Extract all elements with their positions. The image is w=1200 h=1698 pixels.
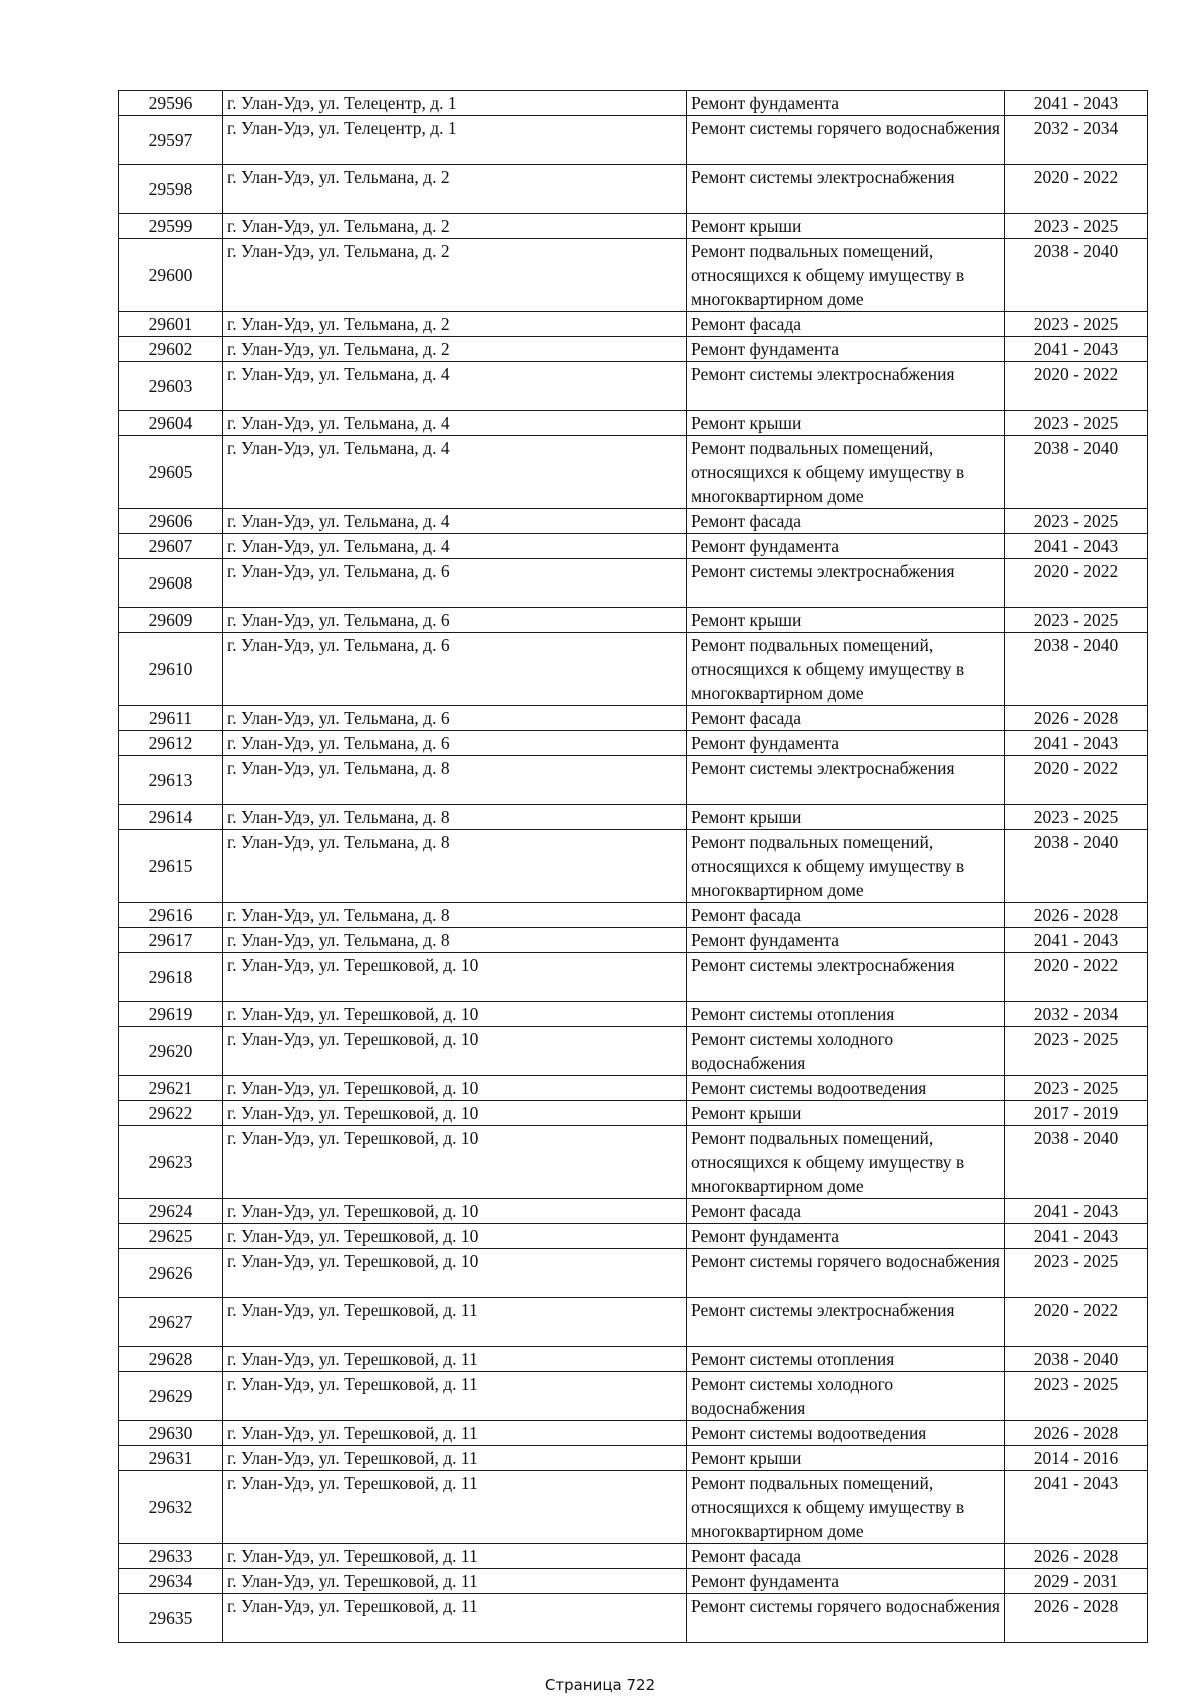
row-number-cell: 29605 [119,436,223,509]
address-cell: г. Улан-Удэ, ул. Терешковой, д. 10 [223,1126,687,1199]
work-type-cell: Ремонт фасада [687,509,1005,534]
table-row [119,608,1148,633]
address-cell: г. Улан-Удэ, ул. Тельмана, д. 6 [223,559,687,608]
table-row [119,534,1148,559]
period-cell: 2023 - 2025 [1005,411,1148,436]
table-row [119,633,1148,706]
work-type-cell: Ремонт системы водоотведения [687,1076,1005,1101]
address-cell: г. Улан-Удэ, ул. Терешковой, д. 11 [223,1569,687,1594]
period-cell: 2038 - 2040 [1005,830,1148,903]
address-cell: г. Улан-Удэ, ул. Терешковой, д. 10 [223,953,687,1002]
work-type-cell: Ремонт фасада [687,903,1005,928]
work-type-cell: Ремонт системы отопления [687,1002,1005,1027]
table-row [119,165,1148,214]
work-type-cell: Ремонт подвальных помещений, относящихся к общему имуществу в многоквартирном доме [687,1471,1005,1544]
period-cell: 2032 - 2034 [1005,116,1148,165]
period-cell: 2026 - 2028 [1005,903,1148,928]
row-number-cell: 29633 [119,1544,223,1569]
row-number-cell: 29607 [119,534,223,559]
work-type-cell: Ремонт фундамента [687,928,1005,953]
table-row [119,953,1148,1002]
table-row [119,1569,1148,1594]
work-type-cell: Ремонт системы горячего водоснабжения [687,116,1005,165]
period-cell: 2020 - 2022 [1005,559,1148,608]
row-number-cell: 29618 [119,953,223,1002]
address-cell: г. Улан-Удэ, ул. Терешковой, д. 10 [223,1027,687,1076]
row-number-cell: 29598 [119,165,223,214]
table-row [119,362,1148,411]
address-cell: г. Улан-Удэ, ул. Тельмана, д. 8 [223,805,687,830]
work-type-cell: Ремонт подвальных помещений, относящихся к общему имуществу в многоквартирном доме [687,1126,1005,1199]
row-number-cell: 29609 [119,608,223,633]
address-cell: г. Улан-Удэ, ул. Тельмана, д. 4 [223,509,687,534]
row-number-cell: 29626 [119,1249,223,1298]
page-number: Страница 722 [544,1676,656,1694]
address-cell: г. Улан-Удэ, ул. Телецентр, д. 1 [223,116,687,165]
period-cell: 2023 - 2025 [1005,805,1148,830]
period-cell: 2041 - 2043 [1005,731,1148,756]
address-cell: г. Улан-Удэ, ул. Тельмана, д. 2 [223,165,687,214]
address-cell: г. Улан-Удэ, ул. Тельмана, д. 8 [223,756,687,805]
row-number-cell: 29627 [119,1298,223,1347]
table-row [119,1372,1148,1421]
address-cell: г. Улан-Удэ, ул. Тельмана, д. 6 [223,633,687,706]
period-cell: 2020 - 2022 [1005,756,1148,805]
work-type-cell: Ремонт системы холодного водоснабжения [687,1372,1005,1421]
table-row [119,411,1148,436]
table-row [119,1249,1148,1298]
period-cell: 2020 - 2022 [1005,953,1148,1002]
row-number-cell: 29619 [119,1002,223,1027]
work-type-cell: Ремонт подвальных помещений, относящихся к общему имуществу в многоквартирном доме [687,436,1005,509]
period-cell: 2026 - 2028 [1005,1421,1148,1446]
work-type-cell: Ремонт крыши [687,805,1005,830]
row-number-cell: 29612 [119,731,223,756]
period-cell: 2023 - 2025 [1005,214,1148,239]
address-cell: г. Улан-Удэ, ул. Тельмана, д. 2 [223,214,687,239]
address-cell: г. Улан-Удэ, ул. Терешковой, д. 11 [223,1372,687,1421]
address-cell: г. Улан-Удэ, ул. Тельмана, д. 2 [223,312,687,337]
work-type-cell: Ремонт системы электроснабжения [687,756,1005,805]
table-row [119,928,1148,953]
period-cell: 2017 - 2019 [1005,1101,1148,1126]
table-row [119,1076,1148,1101]
address-cell: г. Улан-Удэ, ул. Терешковой, д. 10 [223,1002,687,1027]
table-row [119,1594,1148,1643]
period-cell: 2020 - 2022 [1005,362,1148,411]
address-cell: г. Улан-Удэ, ул. Тельмана, д. 4 [223,362,687,411]
table-row [119,830,1148,903]
address-cell: г. Улан-Удэ, ул. Тельмана, д. 8 [223,903,687,928]
table-row [119,903,1148,928]
period-cell: 2023 - 2025 [1005,1076,1148,1101]
work-type-cell: Ремонт крыши [687,1101,1005,1126]
work-type-cell: Ремонт крыши [687,214,1005,239]
period-cell: 2038 - 2040 [1005,239,1148,312]
period-cell: 2023 - 2025 [1005,1027,1148,1076]
table-row [119,1224,1148,1249]
period-cell: 2026 - 2028 [1005,706,1148,731]
address-cell: г. Улан-Удэ, ул. Тельмана, д. 6 [223,731,687,756]
period-cell: 2041 - 2043 [1005,1471,1148,1544]
table-body [119,91,1148,1643]
work-type-cell: Ремонт крыши [687,608,1005,633]
work-type-cell: Ремонт системы отопления [687,1347,1005,1372]
period-cell: 2026 - 2028 [1005,1544,1148,1569]
period-cell: 2041 - 2043 [1005,928,1148,953]
period-cell: 2041 - 2043 [1005,1224,1148,1249]
row-number-cell: 29629 [119,1372,223,1421]
table-row [119,239,1148,312]
row-number-cell: 29622 [119,1101,223,1126]
row-number-cell: 29599 [119,214,223,239]
table-row [119,1126,1148,1199]
row-number-cell: 29617 [119,928,223,953]
table-row [119,805,1148,830]
table-row [119,1347,1148,1372]
address-cell: г. Улан-Удэ, ул. Терешковой, д. 11 [223,1421,687,1446]
address-cell: г. Улан-Удэ, ул. Тельмана, д. 2 [223,239,687,312]
work-type-cell: Ремонт системы горячего водоснабжения [687,1594,1005,1643]
table-row [119,1421,1148,1446]
address-cell: г. Улан-Удэ, ул. Терешковой, д. 11 [223,1446,687,1471]
row-number-cell: 29635 [119,1594,223,1643]
row-number-cell: 29596 [119,91,223,116]
period-cell: 2020 - 2022 [1005,165,1148,214]
table-row [119,731,1148,756]
address-cell: г. Улан-Удэ, ул. Терешковой, д. 11 [223,1544,687,1569]
row-number-cell: 29634 [119,1569,223,1594]
table-row [119,1471,1148,1544]
row-number-cell: 29602 [119,337,223,362]
table-row [119,116,1148,165]
row-number-cell: 29624 [119,1199,223,1224]
table-row [119,1027,1148,1076]
work-type-cell: Ремонт фасада [687,312,1005,337]
row-number-cell: 29620 [119,1027,223,1076]
address-cell: г. Улан-Удэ, ул. Терешковой, д. 10 [223,1249,687,1298]
table-row [119,91,1148,116]
period-cell: 2023 - 2025 [1005,1372,1148,1421]
period-cell: 2014 - 2016 [1005,1446,1148,1471]
repair-schedule-table [118,90,1148,1643]
work-type-cell: Ремонт подвальных помещений, относящихся к общему имуществу в многоквартирном доме [687,830,1005,903]
address-cell: г. Улан-Удэ, ул. Тельмана, д. 2 [223,337,687,362]
table-row [119,509,1148,534]
work-type-cell: Ремонт крыши [687,411,1005,436]
period-cell: 2041 - 2043 [1005,337,1148,362]
table-row [119,312,1148,337]
work-type-cell: Ремонт фундамента [687,91,1005,116]
row-number-cell: 29611 [119,706,223,731]
work-type-cell: Ремонт крыши [687,1446,1005,1471]
work-type-cell: Ремонт фасада [687,1544,1005,1569]
table-row [119,436,1148,509]
address-cell: г. Улан-Удэ, ул. Тельмана, д. 4 [223,534,687,559]
row-number-cell: 29615 [119,830,223,903]
table-row [119,337,1148,362]
table-row [119,706,1148,731]
row-number-cell: 29616 [119,903,223,928]
period-cell: 2032 - 2034 [1005,1002,1148,1027]
address-cell: г. Улан-Удэ, ул. Терешковой, д. 11 [223,1594,687,1643]
address-cell: г. Улан-Удэ, ул. Терешковой, д. 10 [223,1076,687,1101]
table-row [119,1298,1148,1347]
address-cell: г. Улан-Удэ, ул. Тельмана, д. 4 [223,436,687,509]
period-cell: 2038 - 2040 [1005,436,1148,509]
address-cell: г. Улан-Удэ, ул. Тельмана, д. 6 [223,706,687,731]
table-row [119,756,1148,805]
work-type-cell: Ремонт фундамента [687,1569,1005,1594]
table-row [119,1002,1148,1027]
work-type-cell: Ремонт фасада [687,706,1005,731]
work-type-cell: Ремонт системы холодного водоснабжения [687,1027,1005,1076]
row-number-cell: 29604 [119,411,223,436]
row-number-cell: 29603 [119,362,223,411]
address-cell: г. Улан-Удэ, ул. Тельмана, д. 8 [223,928,687,953]
address-cell: г. Улан-Удэ, ул. Терешковой, д. 10 [223,1224,687,1249]
table-row [119,1199,1148,1224]
row-number-cell: 29632 [119,1471,223,1544]
row-number-cell: 29621 [119,1076,223,1101]
address-cell: г. Улан-Удэ, ул. Терешковой, д. 11 [223,1347,687,1372]
period-cell: 2041 - 2043 [1005,1199,1148,1224]
period-cell: 2038 - 2040 [1005,633,1148,706]
period-cell: 2038 - 2040 [1005,1347,1148,1372]
period-cell: 2023 - 2025 [1005,312,1148,337]
row-number-cell: 29597 [119,116,223,165]
period-cell: 2026 - 2028 [1005,1594,1148,1643]
period-cell: 2029 - 2031 [1005,1569,1148,1594]
work-type-cell: Ремонт системы электроснабжения [687,1298,1005,1347]
address-cell: г. Улан-Удэ, ул. Терешковой, д. 11 [223,1298,687,1347]
row-number-cell: 29608 [119,559,223,608]
row-number-cell: 29610 [119,633,223,706]
row-number-cell: 29614 [119,805,223,830]
work-type-cell: Ремонт системы электроснабжения [687,559,1005,608]
address-cell: г. Улан-Удэ, ул. Тельмана, д. 8 [223,830,687,903]
address-cell: г. Улан-Удэ, ул. Терешковой, д. 10 [223,1101,687,1126]
row-number-cell: 29625 [119,1224,223,1249]
period-cell: 2023 - 2025 [1005,608,1148,633]
work-type-cell: Ремонт системы электроснабжения [687,165,1005,214]
row-number-cell: 29631 [119,1446,223,1471]
work-type-cell: Ремонт системы водоотведения [687,1421,1005,1446]
address-cell: г. Улан-Удэ, ул. Терешковой, д. 10 [223,1199,687,1224]
work-type-cell: Ремонт подвальных помещений, относящихся к общему имуществу в многоквартирном доме [687,239,1005,312]
row-number-cell: 29630 [119,1421,223,1446]
row-number-cell: 29623 [119,1126,223,1199]
work-type-cell: Ремонт фасада [687,1199,1005,1224]
table-row [119,559,1148,608]
work-type-cell: Ремонт системы электроснабжения [687,953,1005,1002]
row-number-cell: 29601 [119,312,223,337]
row-number-cell: 29606 [119,509,223,534]
row-number-cell: 29600 [119,239,223,312]
work-type-cell: Ремонт системы горячего водоснабжения [687,1249,1005,1298]
row-number-cell: 29628 [119,1347,223,1372]
address-cell: г. Улан-Удэ, ул. Телецентр, д. 1 [223,91,687,116]
period-cell: 2020 - 2022 [1005,1298,1148,1347]
work-type-cell: Ремонт подвальных помещений, относящихся к общему имуществу в многоквартирном доме [687,633,1005,706]
period-cell: 2038 - 2040 [1005,1126,1148,1199]
period-cell: 2023 - 2025 [1005,509,1148,534]
address-cell: г. Улан-Удэ, ул. Тельмана, д. 4 [223,411,687,436]
table-row [119,214,1148,239]
work-type-cell: Ремонт фундамента [687,731,1005,756]
work-type-cell: Ремонт фундамента [687,337,1005,362]
table-row [119,1446,1148,1471]
table-row [119,1101,1148,1126]
work-type-cell: Ремонт фундамента [687,534,1005,559]
row-number-cell: 29613 [119,756,223,805]
period-cell: 2041 - 2043 [1005,534,1148,559]
table-row [119,1544,1148,1569]
address-cell: г. Улан-Удэ, ул. Терешковой, д. 11 [223,1471,687,1544]
period-cell: 2041 - 2043 [1005,91,1148,116]
period-cell: 2023 - 2025 [1005,1249,1148,1298]
work-type-cell: Ремонт системы электроснабжения [687,362,1005,411]
address-cell: г. Улан-Удэ, ул. Тельмана, д. 6 [223,608,687,633]
work-type-cell: Ремонт фундамента [687,1224,1005,1249]
